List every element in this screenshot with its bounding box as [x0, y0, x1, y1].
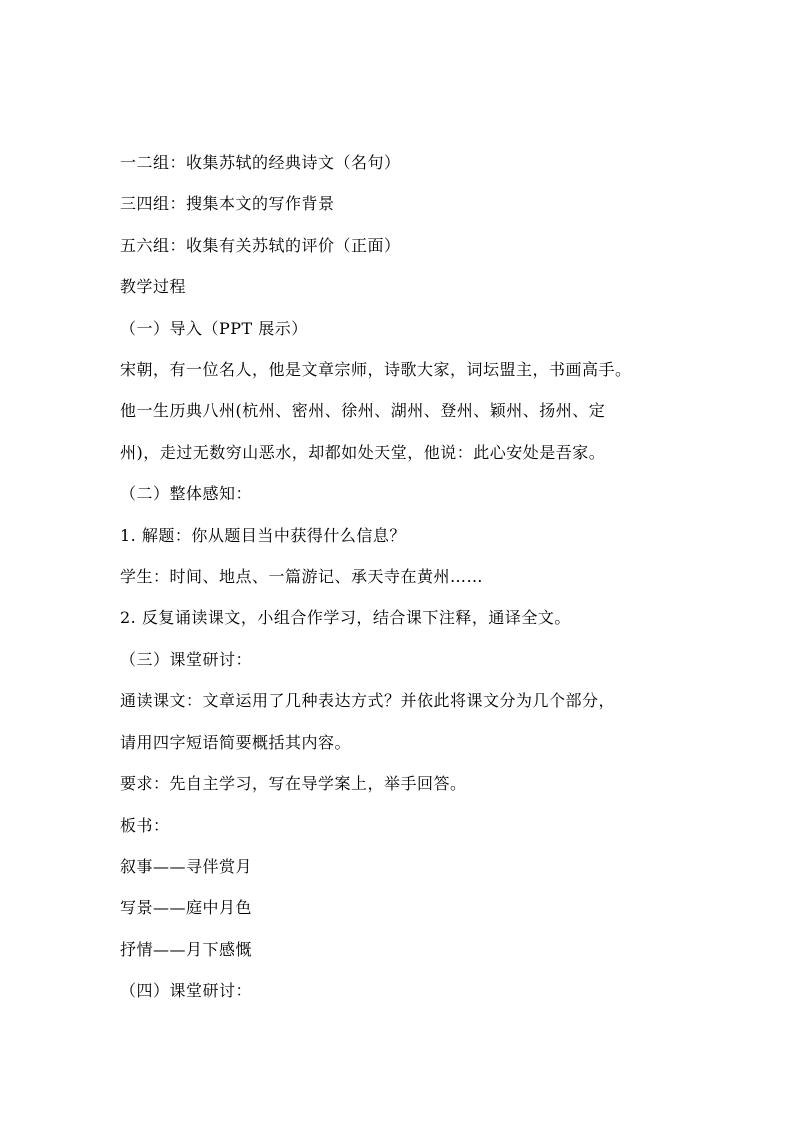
- list-item-title-analysis: 1. 解题：你从题目当中获得什么信息？: [120, 525, 406, 545]
- intro-paragraph-line: 宋朝，有一位名人，他是文章宗师，诗歌大家，词坛盟主，书画高手。: [120, 360, 632, 380]
- intro-paragraph-line: 他一生历典八州(杭州、密州、徐州、湖州、登州、颖州、扬州、定: [120, 401, 606, 421]
- group-task-3: 五六组：收集有关苏轼的评价（正面）: [120, 235, 401, 255]
- board-item-scenery: 写景——庭中月色: [120, 898, 253, 918]
- board-item-narration: 叙事——寻伴赏月: [120, 856, 253, 876]
- section-heading-overall-perception: （二）整体感知：: [120, 484, 253, 504]
- discussion-task-paragraph: [120, 680, 680, 763]
- intro-paragraph: [120, 349, 680, 473]
- list-item-repeated-reading: 2. 反复诵读课文，小组合作学习，结合课下注释，通译全文。: [120, 608, 571, 628]
- section-title-teaching-process: 教学过程: [120, 277, 187, 297]
- board-item-emotion: 抒情——月下感慨: [120, 939, 253, 959]
- student-answer: 学生：时间、地点、一篇游记、承天寺在黄州……: [120, 567, 484, 587]
- board-writing-label: 板书：: [120, 815, 170, 835]
- group-task-1: 一二组：收集苏轼的经典诗文（名句）: [120, 153, 401, 172]
- intro-paragraph-line: 州)，走过无数穷山恶水，却都如处天堂，他说：此心安处是吾家。: [120, 442, 606, 462]
- section-heading-intro: （一）导入（PPT 展示）: [120, 318, 308, 338]
- section-heading-class-discussion: （三）课堂研讨：: [120, 649, 253, 669]
- group-task-2: 三四组：搜集本文的写作背景: [120, 194, 335, 214]
- requirement-text: 要求：先自主学习，写在导学案上，举手回答。: [120, 774, 467, 794]
- section-heading-class-discussion-4: （四）课堂研讨：: [120, 981, 253, 1001]
- discussion-task-line: 请用四字短语简要概括其内容。: [120, 732, 352, 752]
- discussion-task-line: 通读课文：文章运用了几种表达方式？并依此将课文分为几个部分，: [120, 691, 616, 711]
- document-body: [120, 142, 680, 1012]
